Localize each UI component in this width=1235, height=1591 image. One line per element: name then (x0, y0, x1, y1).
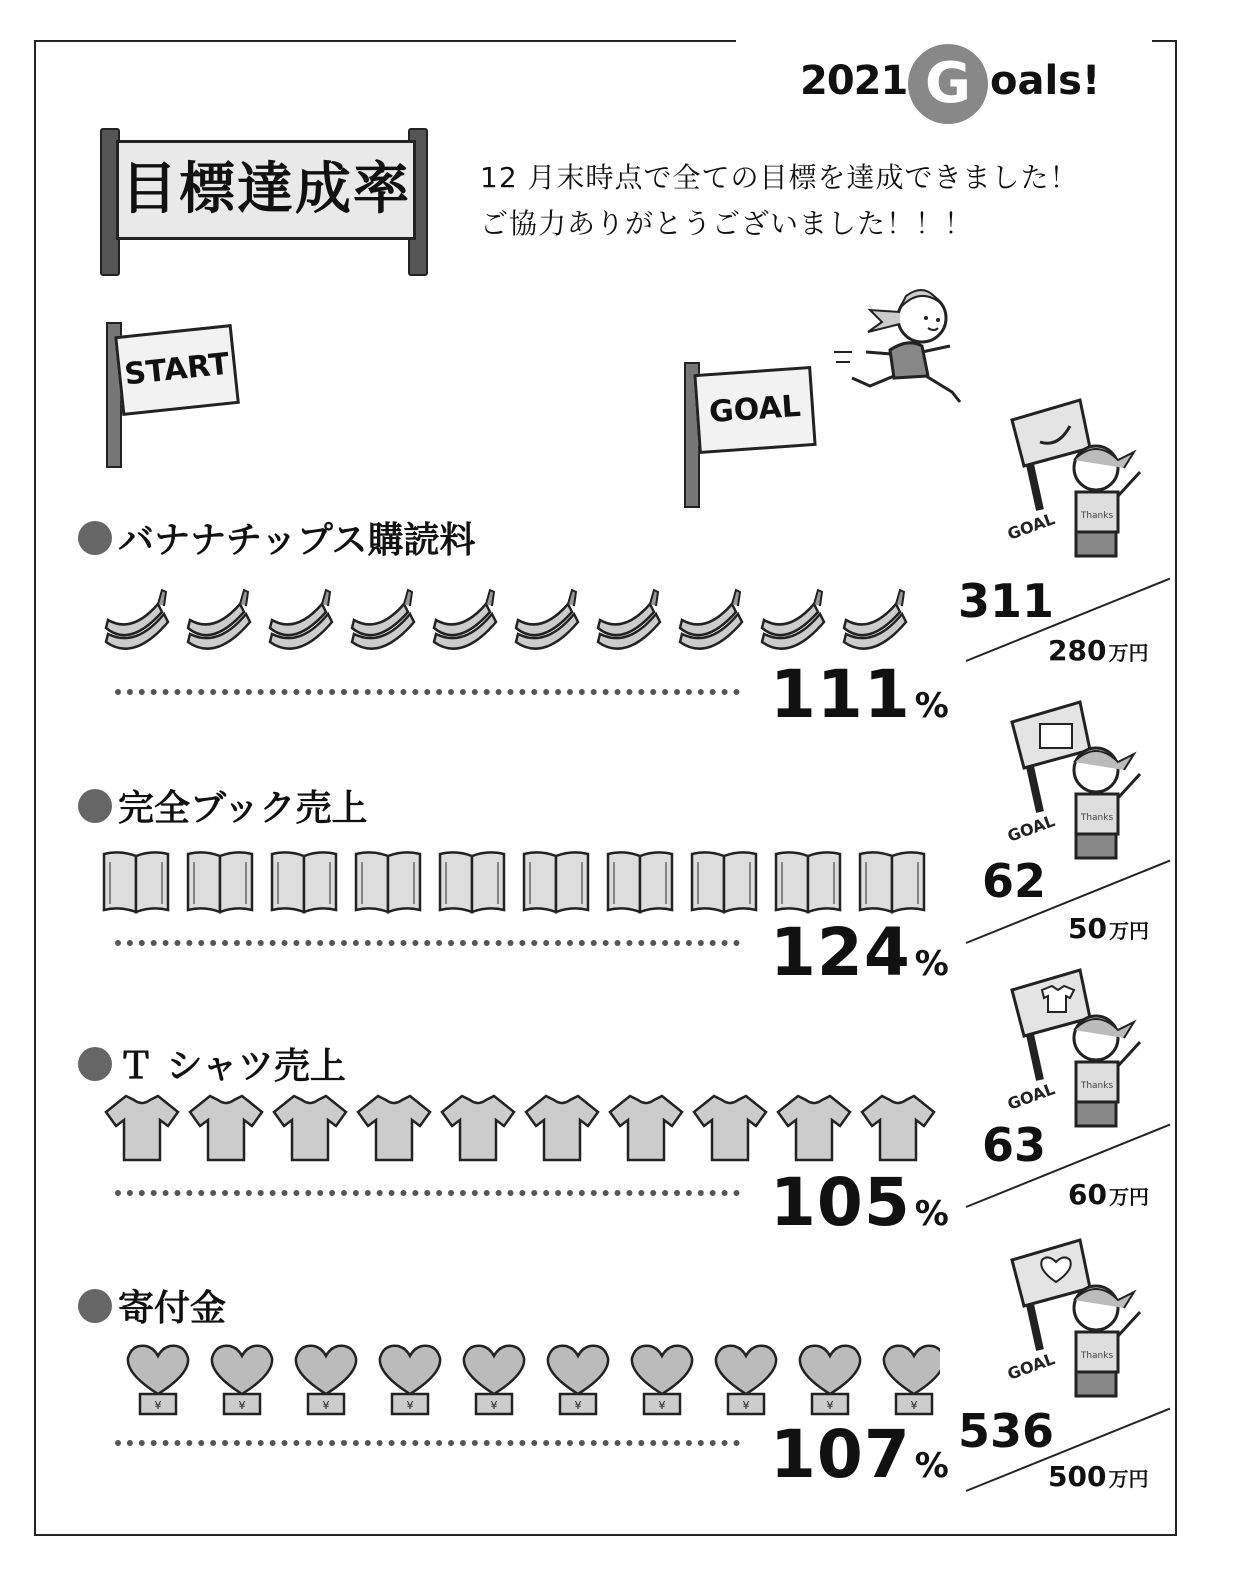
message-line-1: 12 月末時点で全ての目標を達成できました！ (480, 161, 1079, 194)
banana-icon (188, 590, 250, 649)
heart-donation-icon (128, 1346, 188, 1414)
tshirt-icon (442, 1096, 514, 1160)
target-amount (1048, 634, 1148, 667)
heart-donation-icon (380, 1346, 440, 1414)
kid-goal-label: GOAL (1004, 811, 1058, 846)
book-icon (524, 852, 588, 912)
goal-kid-donation-icon (1000, 1238, 1160, 1403)
target-unit: 万円 (1108, 1185, 1149, 1209)
progress-dots (115, 1190, 740, 1196)
heart-donation-icon (548, 1346, 608, 1414)
section-title-text: Ｔ シャツ売上 (118, 1046, 346, 1087)
tshirt-icon (358, 1096, 430, 1160)
tshirt-icon (610, 1096, 682, 1160)
goals-initial-circle: G (908, 44, 988, 124)
section-title-tshirt (78, 1038, 346, 1089)
progress-dots (115, 689, 740, 695)
book-icon (188, 852, 252, 912)
kid-shirt-label: Thanks (1080, 1081, 1114, 1091)
actual-amount: 311 (958, 574, 1055, 628)
intro-message (480, 155, 1079, 247)
heart-donation-icon-row: ¥ (100, 1342, 940, 1422)
book-icon (104, 852, 168, 912)
heart-donation-icon (800, 1346, 860, 1414)
heart-donation-icon (212, 1346, 272, 1414)
percent-sign: % (914, 1194, 950, 1234)
achievement-percent (770, 656, 950, 733)
goal-kid-banana-icon (1000, 398, 1160, 563)
goal-kid-book-icon (1000, 700, 1160, 865)
kid-goal-label: GOAL (1004, 1079, 1058, 1114)
percent-value: 124 (770, 914, 911, 991)
percent-sign: % (914, 944, 950, 984)
heart-donation-icon (716, 1346, 776, 1414)
target-unit: 万円 (1108, 919, 1149, 943)
bullet-dot (78, 1289, 112, 1323)
banana-icon (844, 590, 906, 649)
section-title-donation (78, 1280, 226, 1331)
tshirt-icon (778, 1096, 850, 1160)
book-icon (776, 852, 840, 912)
kid-goal-label: GOAL (1004, 1349, 1058, 1384)
percent-value: 105 (770, 1164, 911, 1241)
book-icon (608, 852, 672, 912)
banana-icon (516, 590, 578, 649)
banana-icon (352, 590, 414, 649)
banana-icon (680, 590, 742, 649)
section-title-text: 寄付金 (118, 1288, 227, 1329)
kid-shirt-label: Thanks (1080, 511, 1114, 521)
heart-donation-icon (296, 1346, 356, 1414)
target-unit: 万円 (1108, 641, 1149, 665)
kid-goal-label: GOAL (1004, 509, 1058, 544)
banana-icon (598, 590, 660, 649)
kid-shirt-label: Thanks (1080, 1351, 1114, 1361)
target-value: 50 (1068, 912, 1107, 945)
year-text: 2021 (800, 58, 908, 104)
section-title-text: バナナチップス購読料 (118, 520, 476, 561)
tshirt-icon (106, 1096, 178, 1160)
percent-value: 111 (770, 656, 911, 733)
banana-icon (762, 590, 824, 649)
book-icon (272, 852, 336, 912)
kid-shirt-label: Thanks (1080, 813, 1114, 823)
tshirt-icon (694, 1096, 766, 1160)
percent-value: 107 (770, 1416, 911, 1493)
target-amount (1048, 1460, 1148, 1493)
achievement-percent (770, 1164, 950, 1241)
heart-donation-icon (884, 1346, 940, 1414)
banana-icon (270, 590, 332, 649)
section-title-complete-book (78, 780, 367, 831)
actual-amount: 63 (982, 1118, 1047, 1172)
tshirt-icon-row (100, 1090, 940, 1170)
actual-amount: 536 (958, 1404, 1055, 1458)
banner-title: 目標達成率 (116, 140, 416, 240)
section-title-text: 完全ブック売上 (118, 788, 368, 829)
tshirt-icon (862, 1096, 934, 1160)
section-title-banana-chips (78, 512, 475, 563)
bullet-dot (78, 1047, 112, 1081)
bullet-dot (78, 789, 112, 823)
title-banner (100, 128, 430, 278)
goal-kid-tshirt-icon (1000, 968, 1160, 1133)
tshirt-icon (526, 1096, 598, 1160)
achievement-percent (770, 914, 950, 991)
target-unit: 万円 (1108, 1467, 1149, 1491)
tshirt-icon (190, 1096, 262, 1160)
book-icon (440, 852, 504, 912)
progress-dots (115, 940, 740, 946)
progress-dots (115, 1440, 740, 1446)
heart-donation-icon (632, 1346, 692, 1414)
heart-donation-icon (464, 1346, 524, 1414)
goal-flag (684, 362, 819, 512)
target-value: 500 (1048, 1460, 1107, 1493)
target-value: 280 (1048, 634, 1107, 667)
goals-text: oals! (990, 58, 1101, 104)
book-icon (692, 852, 756, 912)
achievement-percent (770, 1416, 950, 1493)
start-flag-label: START (114, 324, 240, 416)
actual-amount: 62 (982, 854, 1047, 908)
percent-sign: % (914, 686, 950, 726)
target-value: 60 (1068, 1178, 1107, 1211)
target-amount (1068, 1178, 1149, 1211)
banana-icon (106, 590, 168, 649)
tshirt-icon (274, 1096, 346, 1160)
running-girl-icon (830, 282, 970, 412)
book-icon (860, 852, 924, 912)
bullet-dot (78, 521, 112, 555)
target-amount (1068, 912, 1149, 945)
goal-flag-label: GOAL (693, 366, 816, 454)
banana-icon-row (100, 582, 940, 662)
percent-sign: % (914, 1446, 950, 1486)
start-flag (106, 322, 241, 472)
banana-icon (434, 590, 496, 649)
message-line-2: ご協力ありがとうございました！！！ (480, 207, 974, 240)
book-icon (356, 852, 420, 912)
